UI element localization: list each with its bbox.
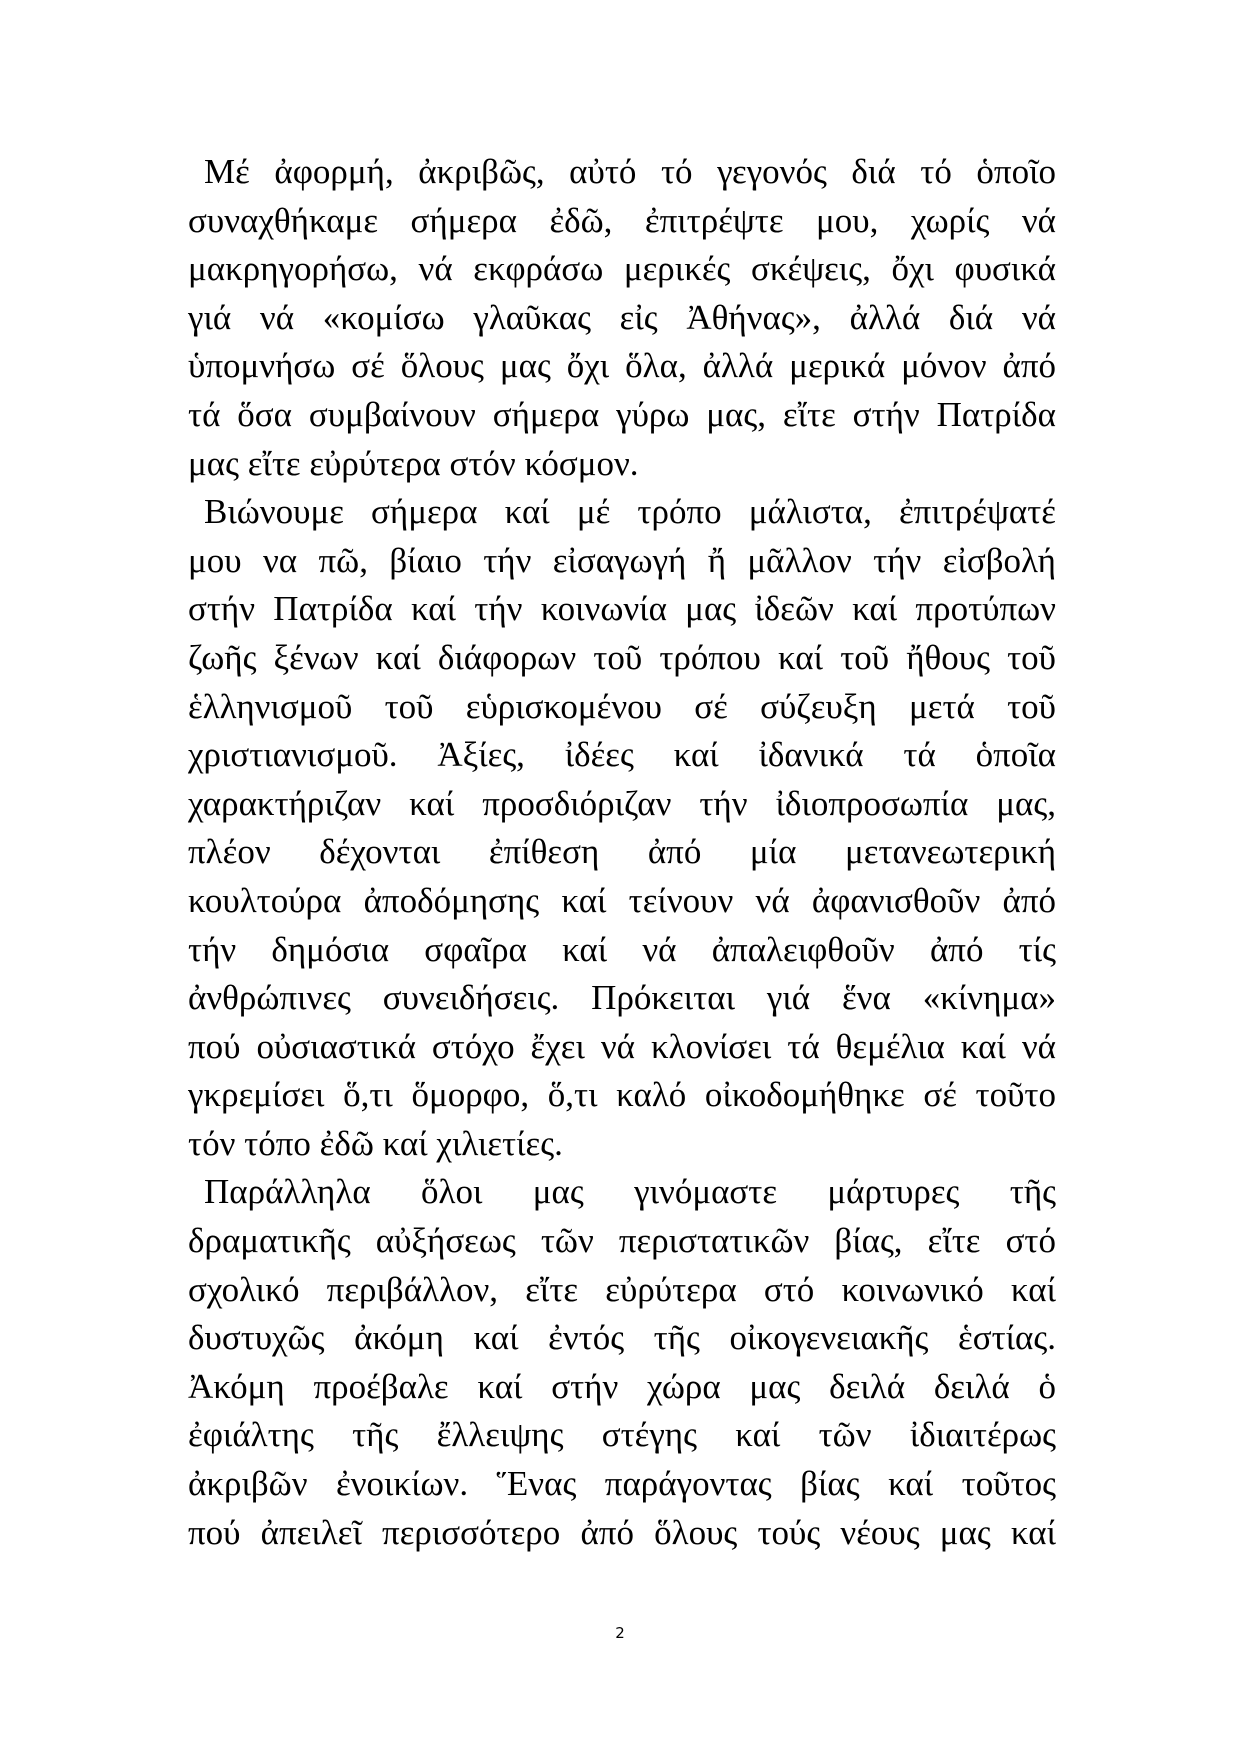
text-line: πλέον δέχονται ἐπίθεση ἀπό μία μετανεωτερική	[188, 832, 1056, 872]
text-line: ἀκριβῶν ἐνοικίων. Ἕνας παράγοντας βίας καί τοῦτος	[188, 1464, 1056, 1504]
text-line: Βιώνουμε σήμερα καί μέ τρόπο μάλιστα, ἐπιτρέψατέ	[204, 492, 1056, 532]
paragraph	[188, 148, 1056, 488]
body-text	[188, 148, 1056, 1557]
text-line: ἀνθρώπινες συνειδήσεις. Πρόκειται γιά ἕνα «κίνημα»	[188, 978, 1056, 1018]
text-line: Μέ ἀφορμή, ἀκριβῶς, αὐτό τό γεγονός διά τό ὁποῖο	[204, 152, 1056, 191]
text-line: τόν τόπο ἐδῶ καί χιλιετίες.	[188, 1123, 563, 1163]
text-line: χριστιανισμοῦ. Ἀξίες, ἰδέες καί ἰδανικά τά ὁποῖα	[188, 735, 1056, 775]
text-line: γιά νά «κομίσω γλαῦκας εἰς Ἀθήνας», ἀλλά διά νά	[188, 297, 1056, 337]
text-line: πού ἀπειλεῖ περισσότερο ἀπό ὅλους τούς νέους μας καί	[188, 1512, 1056, 1552]
text-line: γκρεμίσει ὅ,τι ὅμορφο, ὅ,τι καλό οἰκοδομήθηκε σέ τοῦτο	[188, 1075, 1056, 1115]
text-line: δραματικῆς αὐξήσεως τῶν περιστατικῶν βίας, εἴτε στό	[188, 1221, 1056, 1261]
text-line: μου να πῶ, βίαιο τήν εἰσαγωγή ἤ μᾶλλον τήν εἰσβολή	[188, 540, 1056, 580]
text-line: κουλτούρα ἀποδόμησης καί τείνουν νά ἀφανισθοῦν ἀπό	[188, 880, 1056, 920]
text-line: τά ὅσα συμβαίνουν σήμερα γύρω μας, εἴτε στήν Πατρίδα	[188, 394, 1056, 434]
text-line: ζωῆς ξένων καί διάφορων τοῦ τρόπου καί τοῦ ἤθους τοῦ	[188, 637, 1056, 677]
text-line: μακρηγορήσω, νά εκφράσω μερικές σκέψεις, ὄχι φυσικά	[188, 249, 1056, 289]
text-line: χαρακτήριζαν καί προσδιόριζαν τήν ἰδιοπροσωπία μας,	[188, 783, 1056, 823]
text-line: Παράλληλα ὅλοι μας γινόμαστε μάρτυρες τῆς	[204, 1172, 1056, 1212]
paragraph	[188, 488, 1056, 1168]
text-line: σχολικό περιβάλλον, εἴτε εὐρύτερα στό κοινωνικό καί	[188, 1269, 1056, 1309]
page-number: 2	[615, 1624, 625, 1642]
text-line: ἐφιάλτης τῆς ἔλλειψης στέγης καί τῶν ἰδιαιτέρως	[188, 1415, 1056, 1455]
text-line: ἑλληνισμοῦ τοῦ εὑρισκομένου σέ σύζευξη μετά τοῦ	[188, 686, 1056, 726]
text-line: τήν δημόσια σφαῖρα καί νά ἀπαλειφθοῦν ἀπό τίς	[188, 929, 1056, 969]
text-line: συναχθήκαμε σήμερα ἐδῶ, ἐπιτρέψτε μου, χωρίς νά	[188, 200, 1056, 240]
text-line: μας εἴτε εὐρύτερα στόν κόσμον.	[188, 443, 639, 483]
text-line: Ἀκόμη προέβαλε καί στήν χώρα μας δειλά δειλά ὁ	[188, 1366, 1056, 1406]
text-line: στήν Πατρίδα καί τήν κοινωνία μας ἰδεῶν καί προτύπων	[188, 589, 1056, 629]
text-line: πού οὐσιαστικά στόχο ἔχει νά κλονίσει τά θεμέλια καί νά	[188, 1026, 1056, 1066]
text-line: δυστυχῶς ἀκόμη καί ἐντός τῆς οἰκογενειακῆς ἑστίας.	[188, 1318, 1056, 1358]
paragraph	[188, 1168, 1056, 1557]
text-line: ὑπομνήσω σέ ὅλους μας ὄχι ὅλα, ἀλλά μερικά μόνον ἀπό	[188, 346, 1056, 386]
